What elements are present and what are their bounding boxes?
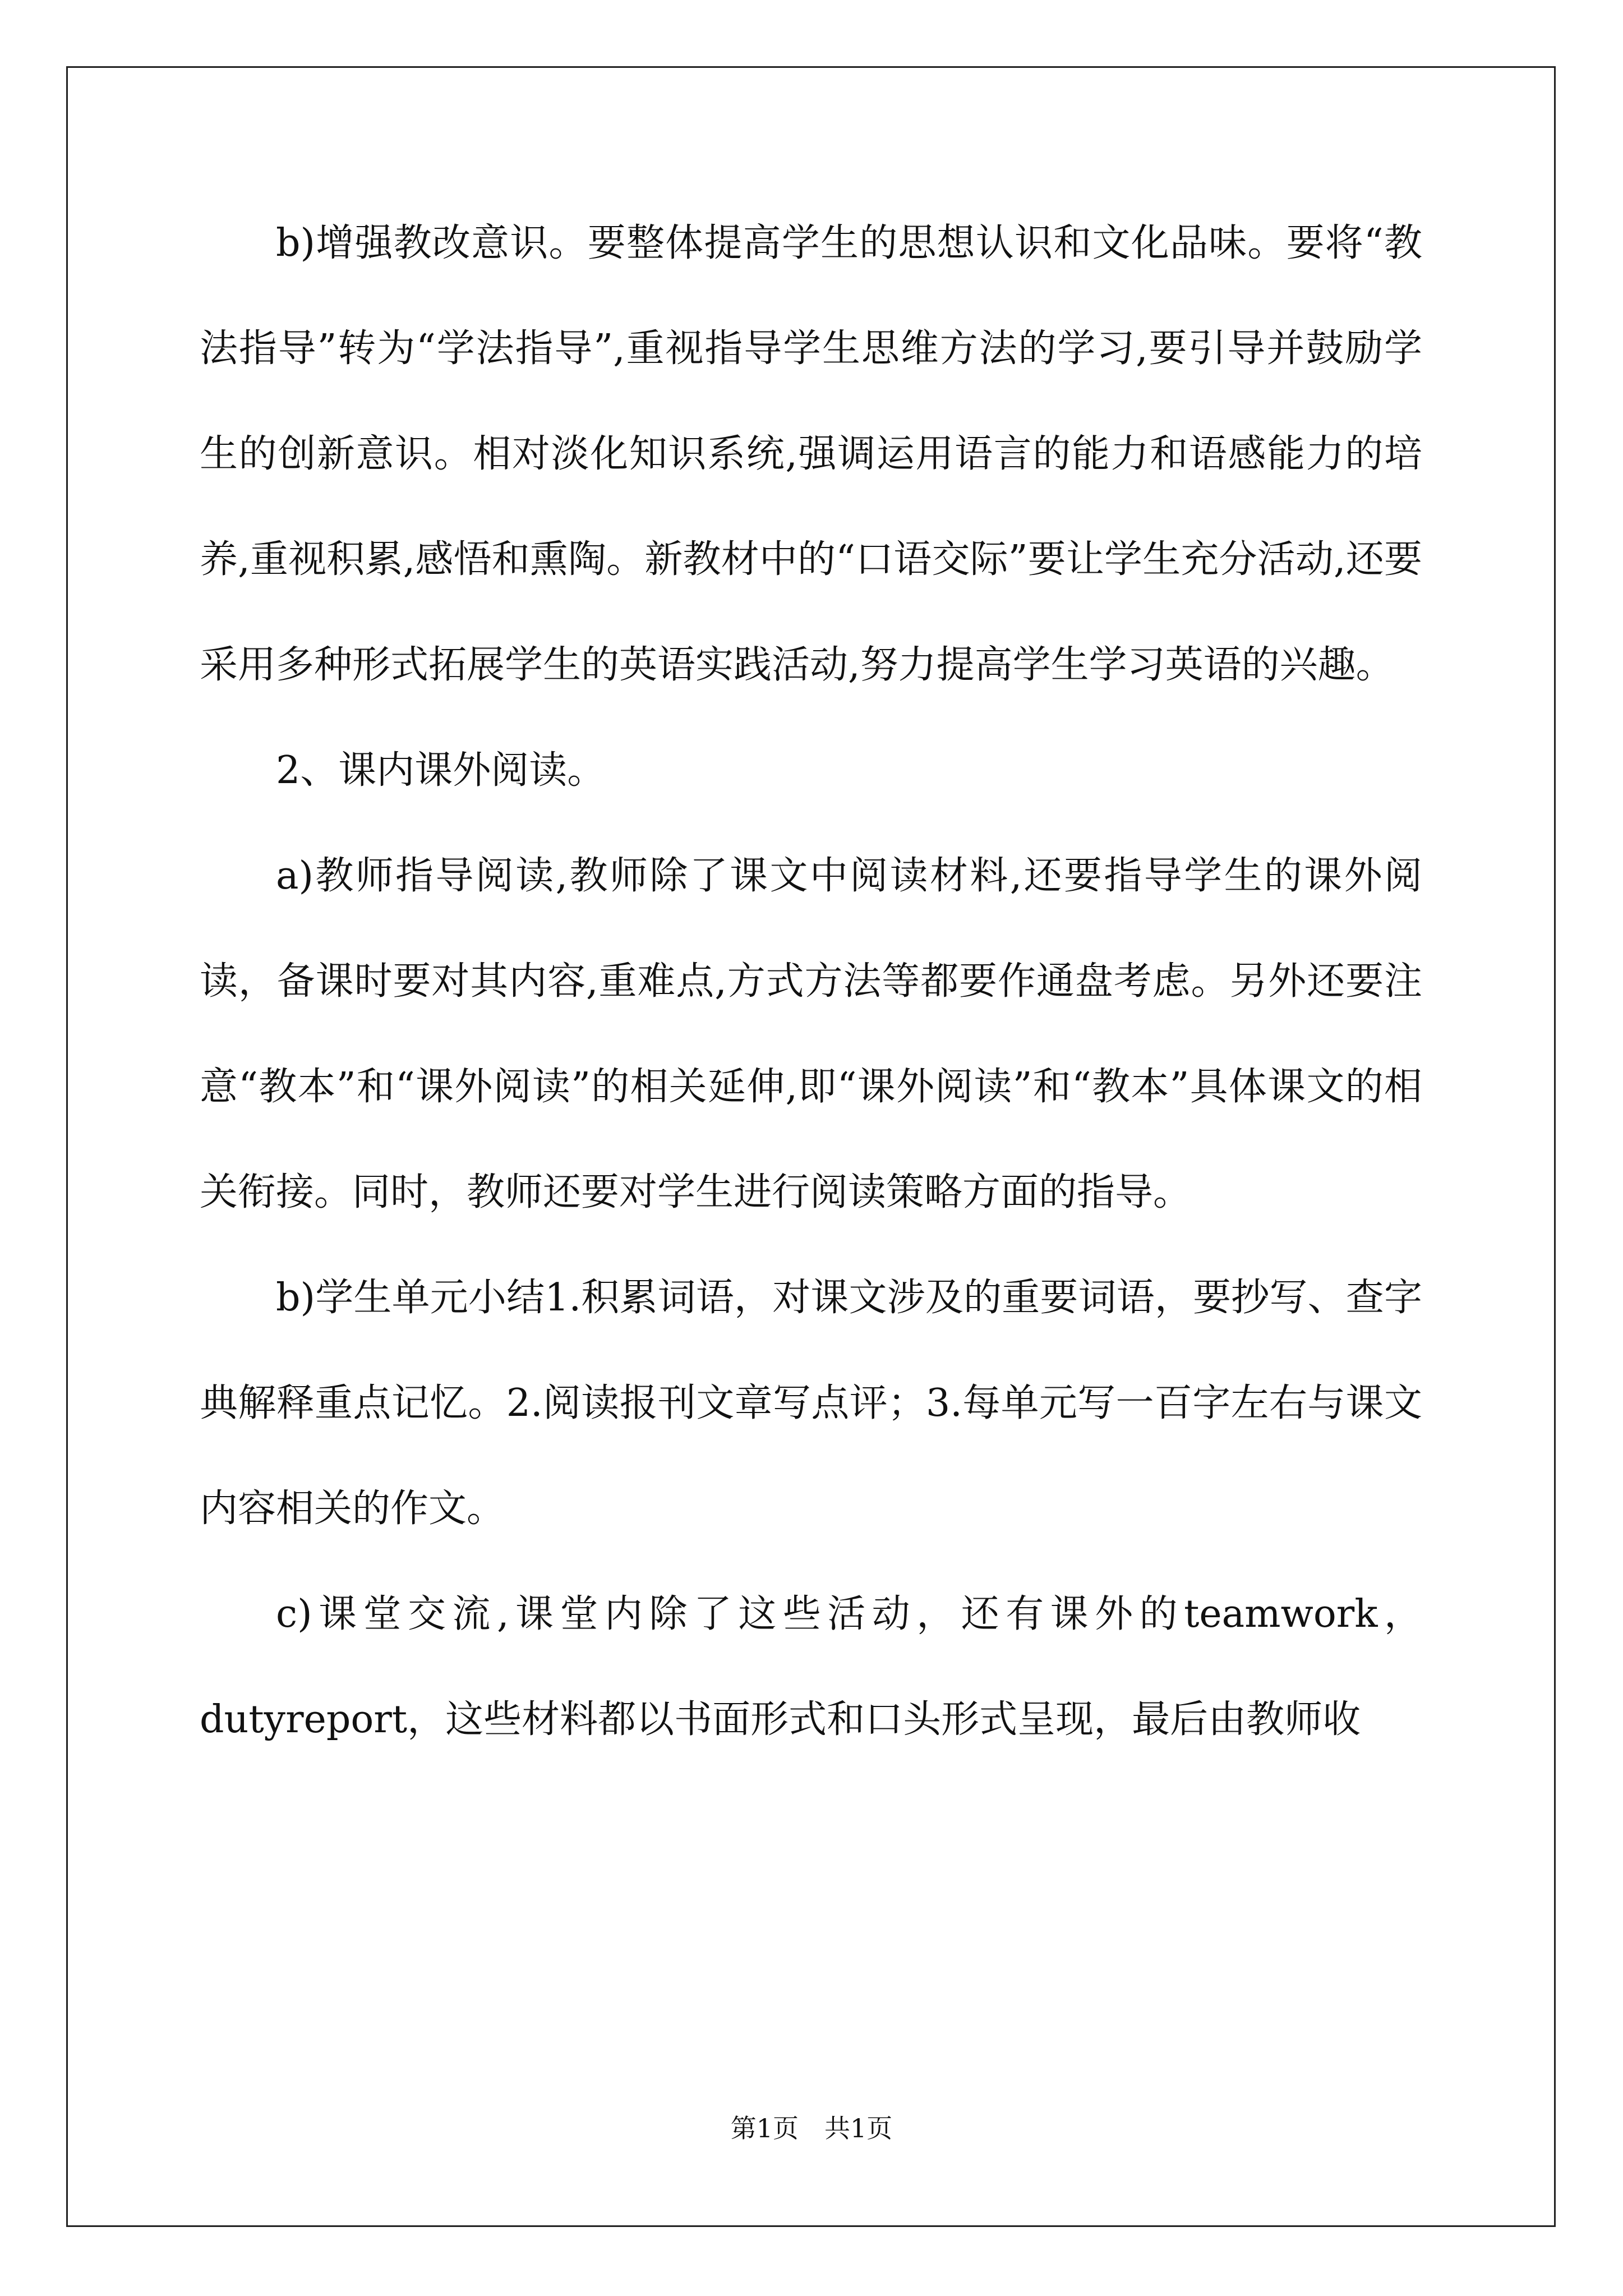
paragraph-a-teacher-guided-reading: a)教师指导阅读,教师除了课文中阅读材料,还要指导学生的课外阅读，备课时要对其内容,重难点,方式方法等都要作通盘考虑。另外还要注意“教本”和“课外阅读”的相关延伸,即“课外阅读”和“教本”具体课文的相关衔接。同时，教师还要对学生进行阅读策略方面的指导。 xyxy=(200,854,1422,1214)
paragraph-b-unit-summary: b)学生单元小结1.积累词语，对课文涉及的重要词语，要抄写、查字典解释重点记忆。2.阅读报刊文章写点评；3.每单元写一百字左右与课文内容相关的作文。 xyxy=(200,1276,1422,1531)
paragraph-2-reading-heading: 2、课内课外阅读。 xyxy=(276,748,606,793)
page-number-footer: 第1页 共1页 xyxy=(730,2113,893,2143)
paragraph-b-teaching-reform: b)增强教改意识。要整体提高学生的思想认识和文化品味。要将“教法指导”转为“学法指导”,重视指导学生思维方法的学习,要引导并鼓励学生的创新意识。相对淡化知识系统,强调运用语言的能力和语感能力的培养,重视积累,感悟和熏陶。新教材中的“口语交际”要让学生充分活动,还要采用多种形式拓展学生的英语实践活动,努力提高学生学习英语的兴趣。 xyxy=(200,221,1422,687)
document-body xyxy=(200,191,1422,1773)
paragraph-c-classroom-exchange: c)课堂交流,课堂内除了这些活动，还有课外的teamwork，dutyreport，这些材料都以书面形式和口头形式呈现，最后由教师收 xyxy=(200,1592,1422,1742)
